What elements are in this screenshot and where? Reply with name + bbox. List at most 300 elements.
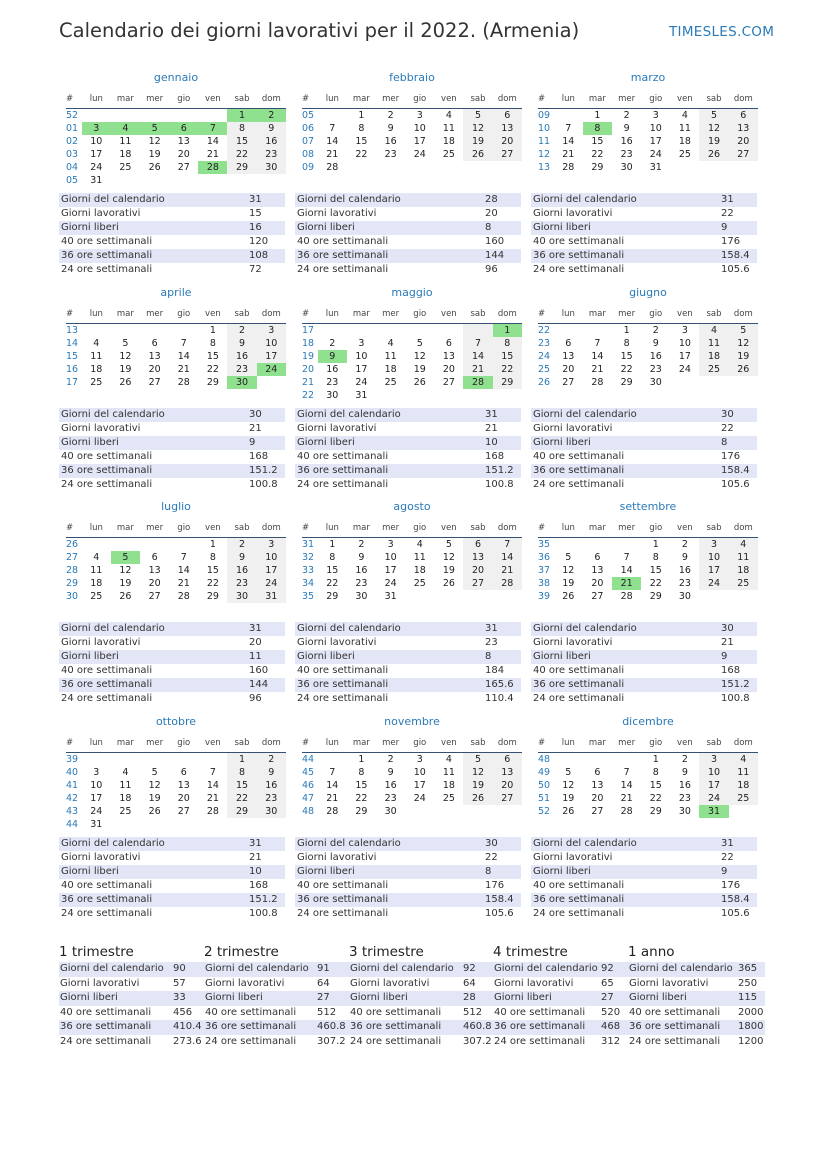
stat-label: 36 ore settimanali: [295, 893, 483, 907]
stat-value: 105.6: [483, 907, 521, 921]
weekday-header: mer: [376, 306, 405, 324]
weekday-header: ven: [198, 520, 227, 538]
weekday-header: lun: [318, 91, 347, 109]
stat-label: Giorni del calendario: [531, 622, 719, 636]
calendar-table: [302, 91, 522, 174]
day-cell: 27: [591, 591, 604, 602]
stat-value: 15: [247, 207, 285, 221]
stat-value: 151.2: [483, 464, 521, 478]
week-number: 24: [538, 351, 551, 362]
stat-label: 24 ore settimanali: [295, 478, 483, 492]
summary-table: [59, 962, 206, 1049]
day-cell: 8: [583, 122, 612, 135]
week-number: 45: [302, 767, 315, 778]
stat-value: 158.4: [719, 249, 757, 263]
day-cell: 11: [699, 337, 728, 350]
stat-value: 96: [247, 692, 285, 706]
day-cell: 3: [416, 110, 423, 121]
day-cell: 27: [177, 162, 190, 173]
stat-label: Giorni del calendario: [295, 408, 483, 422]
day-cell: 25: [442, 149, 455, 160]
weekday-header: ven: [198, 735, 227, 753]
stat-value: 158.4: [719, 464, 757, 478]
day-cell: 31: [90, 175, 103, 186]
day-cell: 1: [493, 324, 522, 338]
day-cell: 2: [387, 110, 394, 121]
day-cell: 12: [442, 552, 455, 563]
day-cell: 13: [729, 122, 758, 135]
summary-value: 512: [317, 1006, 337, 1018]
day-cell: 15: [649, 780, 662, 791]
day-cell: 8: [652, 767, 659, 778]
page-title: Calendario dei giorni lavorativi per il 2022. (Armenia): [59, 19, 580, 42]
weekday-header: sab: [699, 306, 728, 324]
stat-label: Giorni lavorativi: [295, 851, 483, 865]
day-cell: [111, 324, 140, 338]
weekday-header: lun: [82, 91, 111, 109]
weekday-header: ven: [670, 306, 699, 324]
day-cell: 19: [148, 149, 161, 160]
day-cell: 18: [90, 364, 103, 375]
day-cell: 7: [180, 338, 187, 349]
day-cell: 9: [623, 123, 630, 134]
day-cell: 13: [463, 551, 492, 564]
month-stats-febbraio: [295, 193, 521, 277]
day-cell: [583, 753, 612, 767]
stat-label: Giorni liberi: [295, 221, 483, 235]
week-number: 15: [66, 351, 79, 362]
day-cell: 30: [649, 377, 662, 388]
summary-value: 33: [172, 991, 206, 1006]
weekday-header: mar: [347, 520, 376, 538]
day-cell: 18: [442, 136, 455, 147]
day-cell: 14: [620, 780, 633, 791]
brand-link[interactable]: TIMESLES.COM: [669, 24, 775, 40]
day-cell: 3: [387, 539, 394, 550]
week-number: 43: [66, 806, 79, 817]
weekday-header: lun: [318, 735, 347, 753]
weekday-header: dom: [257, 735, 286, 753]
stat-value: 9: [719, 650, 757, 664]
week-number: 08: [302, 149, 315, 160]
day-cell: 23: [257, 148, 286, 161]
week-number: 26: [538, 377, 551, 388]
summary-label: 24 ore settimanali: [60, 1035, 152, 1047]
weekday-header: sab: [699, 91, 728, 109]
stat-label: 24 ore settimanali: [295, 692, 483, 706]
day-cell: 1: [209, 325, 216, 336]
day-cell: [169, 818, 198, 831]
day-cell: 7: [329, 767, 336, 778]
summary-table: [493, 962, 630, 1049]
day-cell: 25: [729, 792, 758, 805]
stat-value: 72: [247, 263, 285, 277]
day-cell: 1: [329, 539, 336, 550]
day-cell: 26: [413, 377, 426, 388]
stat-label: 40 ore settimanali: [59, 235, 247, 249]
day-cell: 4: [445, 110, 452, 121]
day-cell: 2: [681, 754, 688, 765]
day-cell: 15: [591, 136, 604, 147]
stat-label: Giorni del calendario: [59, 408, 247, 422]
stat-value: 22: [719, 422, 757, 436]
day-cell: 24: [699, 792, 728, 805]
stat-label: 24 ore settimanali: [59, 692, 247, 706]
stat-value: 100.8: [247, 478, 285, 492]
day-cell: 26: [119, 591, 132, 602]
stat-value: 96: [483, 263, 521, 277]
day-cell: [111, 538, 140, 552]
day-cell: 19: [413, 364, 426, 375]
stat-value: 8: [483, 221, 521, 235]
day-cell: 24: [90, 162, 103, 173]
day-cell: 22: [620, 364, 633, 375]
weekday-header: sab: [227, 735, 256, 753]
day-cell: 23: [326, 377, 339, 388]
weekday-header: #: [538, 306, 554, 324]
stat-value: 158.4: [719, 893, 757, 907]
stat-value: 176: [719, 450, 757, 464]
weekday-header: #: [538, 520, 554, 538]
stat-value: 108: [247, 249, 285, 263]
day-cell: 31: [384, 591, 397, 602]
day-cell: 9: [681, 552, 688, 563]
day-cell: 6: [565, 338, 572, 349]
day-cell: 21: [562, 149, 575, 160]
day-cell: 22: [649, 578, 662, 589]
stat-value: 10: [483, 436, 521, 450]
day-cell: 22: [227, 792, 256, 805]
day-cell: 20: [729, 135, 758, 148]
weekday-header: mer: [140, 735, 169, 753]
day-cell: 21: [326, 793, 339, 804]
month-name: dicembre: [622, 715, 674, 728]
day-cell: [257, 818, 286, 831]
month-stats-settembre: [531, 622, 757, 706]
day-cell: 28: [620, 591, 633, 602]
summary-label: Giorni liberi: [493, 991, 600, 1006]
day-cell: 3: [358, 338, 365, 349]
day-cell: 26: [729, 363, 758, 376]
day-cell: 16: [257, 135, 286, 148]
day-cell: [140, 753, 169, 767]
day-cell: [347, 161, 376, 174]
summary-value: 27: [600, 991, 630, 1006]
month-name: aprile: [160, 286, 192, 299]
day-cell: 6: [729, 109, 758, 123]
stat-value: 21: [247, 422, 285, 436]
weekday-header: ven: [670, 735, 699, 753]
summary-label: Giorni lavorativi: [629, 977, 709, 989]
weekday-header: dom: [493, 520, 522, 538]
day-cell: 2: [227, 324, 256, 338]
stat-value: 9: [247, 436, 285, 450]
day-cell: 22: [227, 148, 256, 161]
weekday-header: sab: [699, 735, 728, 753]
calendar-table: [538, 91, 758, 174]
summary-label: 24 ore settimanali: [350, 1035, 442, 1047]
day-cell: 25: [90, 377, 103, 388]
summary-label: Giorni del calendario: [349, 962, 462, 977]
stat-value: 31: [247, 193, 285, 207]
stat-label: Giorni liberi: [531, 650, 719, 664]
weekday-header: mer: [612, 735, 641, 753]
stat-label: 40 ore settimanali: [59, 879, 247, 893]
day-cell: 5: [729, 324, 758, 338]
day-cell: [198, 174, 227, 187]
day-cell: 17: [413, 780, 426, 791]
summary-label: 24 ore settimanali: [205, 1035, 297, 1047]
stat-label: Giorni del calendario: [295, 837, 483, 851]
day-cell: 14: [177, 565, 190, 576]
day-cell: 22: [649, 793, 662, 804]
weekday-header: #: [66, 520, 82, 538]
week-number: 13: [66, 325, 79, 336]
stat-label: 36 ore settimanali: [295, 678, 483, 692]
stat-label: Giorni liberi: [295, 650, 483, 664]
day-cell: 15: [227, 135, 256, 148]
weekday-header: mer: [612, 91, 641, 109]
stat-label: Giorni liberi: [531, 865, 719, 879]
stat-label: 24 ore settimanali: [531, 263, 719, 277]
day-cell: [699, 161, 728, 174]
day-cell: 26: [463, 792, 492, 805]
stat-value: 30: [247, 408, 285, 422]
day-cell: [434, 161, 463, 174]
day-cell: 3: [416, 754, 423, 765]
stat-label: Giorni liberi: [59, 436, 247, 450]
day-cell: 2: [358, 539, 365, 550]
summary-value: 64: [317, 977, 330, 989]
stat-label: 24 ore settimanali: [531, 907, 719, 921]
summary-label: Giorni lavorativi: [494, 977, 574, 989]
summary-label: Giorni liberi: [59, 991, 172, 1006]
day-cell: 2: [227, 538, 256, 552]
week-number: 34: [302, 578, 315, 589]
week-number: 38: [538, 578, 551, 589]
day-cell: 25: [413, 578, 426, 589]
month-name: settembre: [619, 500, 677, 513]
day-cell: 14: [620, 565, 633, 576]
month-name: giugno: [629, 286, 667, 299]
day-cell: 28: [591, 377, 604, 388]
day-cell: 9: [318, 350, 347, 363]
week-number: 52: [538, 806, 551, 817]
month-stats-aprile: [59, 408, 285, 492]
month-stats-gennaio: [59, 193, 285, 277]
stat-label: Giorni lavorativi: [59, 207, 247, 221]
stat-value: 31: [247, 622, 285, 636]
day-cell: 8: [623, 338, 630, 349]
day-cell: [111, 818, 140, 831]
calendar-table: [302, 520, 522, 603]
stat-label: 24 ore settimanali: [295, 263, 483, 277]
day-cell: 28: [620, 806, 633, 817]
day-cell: 14: [326, 780, 339, 791]
week-number: 44: [302, 754, 315, 765]
day-cell: 4: [729, 753, 758, 767]
day-cell: 11: [678, 123, 691, 134]
day-cell: 8: [329, 552, 336, 563]
calendar-table: [66, 520, 286, 603]
day-cell: 9: [681, 767, 688, 778]
day-cell: 21: [326, 149, 339, 160]
stat-value: 120: [247, 235, 285, 249]
day-cell: [699, 376, 728, 389]
summary-value: 92: [462, 962, 496, 977]
day-cell: 19: [729, 350, 758, 363]
day-cell: 21: [177, 578, 190, 589]
day-cell: 23: [678, 793, 691, 804]
day-cell: 2: [329, 338, 336, 349]
stat-value: 20: [483, 207, 521, 221]
day-cell: 22: [591, 149, 604, 160]
day-cell: [405, 590, 434, 603]
day-cell: 26: [463, 148, 492, 161]
month-name: febbraio: [389, 71, 435, 84]
stat-label: Giorni liberi: [59, 221, 247, 235]
day-cell: [699, 590, 728, 603]
stat-value: 151.2: [247, 464, 285, 478]
day-cell: 1: [209, 539, 216, 550]
day-cell: 15: [326, 565, 339, 576]
day-cell: [111, 174, 140, 187]
day-cell: 7: [329, 123, 336, 134]
day-cell: [376, 324, 405, 338]
day-cell: 30: [620, 162, 633, 173]
summary-label: 40 ore settimanali: [205, 1006, 297, 1018]
weekday-header: mar: [347, 735, 376, 753]
summary-label: Giorni del calendario: [493, 962, 600, 977]
stat-value: 8: [483, 865, 521, 879]
day-cell: 24: [413, 149, 426, 160]
day-cell: 17: [384, 565, 397, 576]
stat-label: Giorni lavorativi: [295, 422, 483, 436]
day-cell: 29: [227, 161, 256, 174]
stat-value: 31: [247, 837, 285, 851]
day-cell: 7: [623, 767, 630, 778]
day-cell: 20: [591, 578, 604, 589]
calendar-table: [66, 91, 286, 187]
day-cell: 26: [148, 162, 161, 173]
stat-label: 40 ore settimanali: [531, 879, 719, 893]
calendar-table: [302, 306, 522, 402]
weekday-header: ven: [434, 520, 463, 538]
weekday-header: #: [302, 520, 318, 538]
day-cell: [493, 389, 522, 402]
day-cell: 14: [206, 780, 219, 791]
day-cell: [434, 805, 463, 818]
day-cell: 4: [111, 122, 140, 135]
summary-label: Giorni del calendario: [628, 962, 737, 977]
day-cell: 2: [387, 754, 394, 765]
weekday-header: lun: [554, 306, 583, 324]
week-number: 42: [66, 793, 79, 804]
day-cell: [463, 389, 492, 402]
day-cell: 23: [355, 578, 368, 589]
day-cell: 7: [198, 122, 227, 135]
stat-label: 36 ore settimanali: [531, 464, 719, 478]
day-cell: 24: [90, 806, 103, 817]
day-cell: 22: [355, 149, 368, 160]
summary-value: 1800: [737, 1020, 765, 1035]
weekday-header: ven: [670, 91, 699, 109]
stat-value: 8: [719, 436, 757, 450]
day-cell: 4: [729, 538, 758, 552]
day-cell: 10: [649, 123, 662, 134]
day-cell: 27: [591, 806, 604, 817]
stat-label: 40 ore settimanali: [295, 450, 483, 464]
day-cell: 13: [148, 351, 161, 362]
day-cell: [463, 590, 492, 603]
day-cell: 24: [649, 149, 662, 160]
weekday-header: ven: [198, 306, 227, 324]
stat-value: 28: [483, 193, 521, 207]
day-cell: 18: [384, 364, 397, 375]
day-cell: [405, 805, 434, 818]
day-cell: [140, 324, 169, 338]
day-cell: 5: [463, 753, 492, 767]
day-cell: 20: [463, 564, 492, 577]
day-cell: 16: [384, 136, 397, 147]
day-cell: 5: [565, 767, 572, 778]
day-cell: 24: [678, 364, 691, 375]
week-number: 09: [302, 162, 315, 173]
stat-label: Giorni liberi: [59, 650, 247, 664]
stat-label: 36 ore settimanali: [59, 249, 247, 263]
day-cell: 1: [623, 325, 630, 336]
day-cell: [82, 324, 111, 338]
day-cell: 5: [463, 109, 492, 123]
day-cell: 29: [326, 591, 339, 602]
day-cell: 18: [413, 565, 426, 576]
stat-label: 40 ore settimanali: [295, 664, 483, 678]
stat-label: 36 ore settimanali: [295, 249, 483, 263]
week-number: 20: [302, 364, 315, 375]
day-cell: 16: [678, 780, 691, 791]
day-cell: 7: [463, 337, 492, 350]
weekday-header: gio: [169, 735, 198, 753]
stat-label: 40 ore settimanali: [531, 664, 719, 678]
day-cell: 28: [326, 162, 339, 173]
day-cell: 9: [387, 767, 394, 778]
weekday-header: mer: [376, 91, 405, 109]
summary-label: Giorni liberi: [628, 991, 737, 1006]
day-cell: 16: [355, 565, 368, 576]
day-cell: [493, 590, 522, 603]
day-cell: 6: [151, 552, 158, 563]
week-number: 26: [66, 539, 79, 550]
week-number: 27: [66, 552, 79, 563]
stat-value: 168: [247, 879, 285, 893]
day-cell: 11: [729, 766, 758, 779]
day-cell: 25: [699, 363, 728, 376]
weekday-header: #: [538, 735, 554, 753]
week-number: 35: [302, 591, 315, 602]
day-cell: 9: [257, 766, 286, 779]
week-number: 14: [66, 338, 79, 349]
day-cell: 13: [177, 136, 190, 147]
day-cell: 23: [649, 364, 662, 375]
stat-value: 176: [719, 879, 757, 893]
stat-value: 100.8: [719, 692, 757, 706]
day-cell: [376, 389, 405, 402]
day-cell: 10: [678, 338, 691, 349]
day-cell: 19: [562, 793, 575, 804]
week-number: 17: [66, 377, 79, 388]
day-cell: 21: [591, 364, 604, 375]
day-cell: 18: [119, 793, 132, 804]
